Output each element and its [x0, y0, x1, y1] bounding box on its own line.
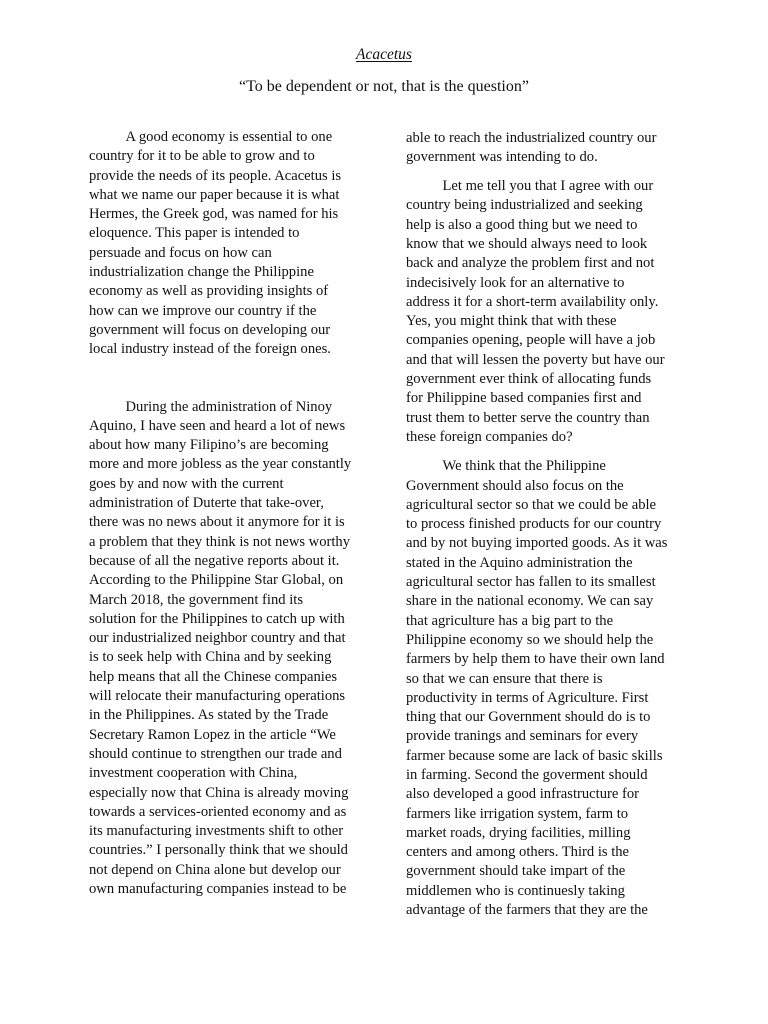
paragraph-spacer	[406, 447, 684, 457]
text-line: local industry instead of the foreign ones.	[89, 341, 331, 358]
text-line: government ever think of allocating funds	[406, 371, 652, 388]
text-line: Secretary Ramon Lopez in the article “We	[89, 726, 336, 743]
text-line: help is also a good thing but we need to	[406, 216, 638, 233]
text-line: Let me tell you that I agree with our	[406, 178, 654, 195]
left-paragraph-2	[89, 398, 367, 900]
text-line: able to reach the industrialized country our	[406, 129, 657, 146]
text-line: farmers like irrigation system, farm to	[406, 805, 629, 822]
text-line: will relocate their manufacturing operations	[89, 688, 346, 705]
text-line: countries.” I personally think that we should	[89, 842, 348, 859]
text-line: Government should also focus on the	[406, 477, 624, 494]
text-line: economy as well as providing insights of	[89, 283, 329, 300]
right-paragraph-1	[406, 129, 684, 168]
text-line: agricultural sector has fallen to its smallest	[406, 574, 656, 591]
text-line: According to the Philippine Star Global, on	[89, 572, 344, 589]
paragraph-spacer	[406, 167, 684, 177]
text-line: how can we improve our country if the	[89, 302, 317, 319]
text-line: centers and among others. Third is the	[406, 844, 630, 861]
text-line: that agriculture has a big part to the	[406, 612, 614, 629]
text-line: market roads, drying facilities, milling	[406, 824, 631, 841]
text-line: March 2018, the government find its	[89, 591, 303, 608]
text-line: eloquence. This paper is intended to	[89, 225, 300, 242]
text-line: stated in the Aquino administration the	[406, 554, 633, 571]
text-line: indecisively look for an alternative to	[406, 274, 625, 291]
text-line: solution for the Philippines to catch up with	[89, 610, 345, 627]
text-line: middlemen who is continuesly taking	[406, 882, 625, 899]
text-line: about how many Filipino’s are becoming	[89, 437, 329, 454]
text-line: back and analyze the problem first and not	[406, 255, 655, 272]
text-line: and by not buying imported goods. As it was	[406, 535, 668, 552]
text-line: more and more jobless as the year constantly	[89, 456, 352, 473]
text-line: Aquino, I have seen and heard a lot of news	[89, 417, 346, 434]
document-title: Acacetus	[356, 46, 412, 63]
left-column	[89, 128, 367, 899]
text-line: address it for a short-term availability only.	[406, 293, 659, 310]
text-line: investment cooperation with China,	[89, 765, 298, 782]
text-line: so that we can ensure that there is	[406, 670, 603, 687]
text-line: also developed a good infrastructure for	[406, 786, 640, 803]
left-paragraph-1	[89, 128, 367, 360]
text-line: to process finished products for our country	[406, 516, 662, 533]
text-line: trust them to better serve the country than	[406, 409, 650, 426]
text-line: especially now that China is already moving	[89, 784, 349, 801]
text-line: provide tranings and seminars for every	[406, 728, 639, 745]
text-line: advantage of the farmers that they are the	[406, 902, 648, 919]
text-line: share in the national economy. We can say	[406, 593, 654, 610]
text-line: Philippine economy so we should help the	[406, 631, 654, 648]
text-line: what we name our paper because it is what	[89, 186, 340, 203]
text-line: companies opening, people will have a job	[406, 332, 656, 349]
text-line: industrialization change the Philippine	[89, 264, 314, 281]
text-line: During the administration of Ninoy	[89, 398, 333, 415]
text-line: towards a services-oriented economy and as	[89, 803, 347, 820]
text-line: help means that all the Chinese companies	[89, 668, 338, 685]
text-line: Hermes, the Greek god, was named for his	[89, 206, 339, 223]
text-line: government should take impart of the	[406, 863, 626, 880]
text-line: Yes, you might think that with these	[406, 313, 617, 330]
text-line: is to seek help with China and by seeking	[89, 649, 332, 666]
text-line: productivity in terms of Agriculture. First	[406, 689, 649, 706]
text-line: government will focus on developing our	[89, 321, 331, 338]
text-line: own manufacturing companies instead to be	[89, 880, 347, 897]
text-line: know that we should always need to look	[406, 235, 648, 252]
text-line: provide the needs of its people. Acacetus is	[89, 167, 342, 184]
text-line: because of all the negative reports about it.	[89, 552, 340, 569]
text-line: for Philippine based companies first and	[406, 390, 642, 407]
text-line: in farming. Second the goverment should	[406, 767, 648, 783]
right-column	[406, 129, 684, 921]
right-paragraph-3	[406, 457, 684, 920]
text-line: persuade and focus on how can	[89, 244, 272, 261]
text-line: government was intending to do.	[406, 148, 598, 165]
text-line: and that will lessen the poverty but have our	[406, 351, 665, 368]
text-line: administration of Duterte that take-over,	[89, 495, 324, 512]
text-line: these foreign companies do?	[406, 428, 573, 445]
text-line: should continue to strengthen our trade and	[89, 745, 342, 762]
text-line: country for it to be able to grow and to	[89, 148, 315, 165]
text-line: not depend on China alone but develop our	[89, 861, 341, 878]
text-line: We think that the Philippine	[406, 458, 606, 475]
text-line: farmers by help them to have their own land	[406, 651, 665, 668]
text-line: farmer because some are lack of basic skills	[406, 747, 663, 764]
text-line: its manufacturing investments shift to other	[89, 823, 344, 840]
document-subtitle: “To be dependent or not, that is the question”	[239, 78, 529, 95]
text-line: agricultural sector so that we could be able	[406, 496, 657, 513]
text-line: country being industrialized and seeking	[406, 197, 643, 214]
text-line: our industrialized neighbor country and that	[89, 630, 346, 647]
text-line: there was no news about it anymore for it is	[89, 514, 345, 531]
right-paragraph-2	[406, 177, 684, 447]
text-line: in the Philippines. As stated by the Trade	[89, 707, 329, 724]
text-line: A good economy is essential to one	[89, 129, 333, 145]
paragraph-spacer	[89, 360, 367, 398]
text-line: thing that our Government should do is to	[406, 709, 651, 726]
text-line: goes by and now with the current	[89, 475, 284, 492]
text-line: a problem that they think is not news worthy	[89, 533, 351, 550]
